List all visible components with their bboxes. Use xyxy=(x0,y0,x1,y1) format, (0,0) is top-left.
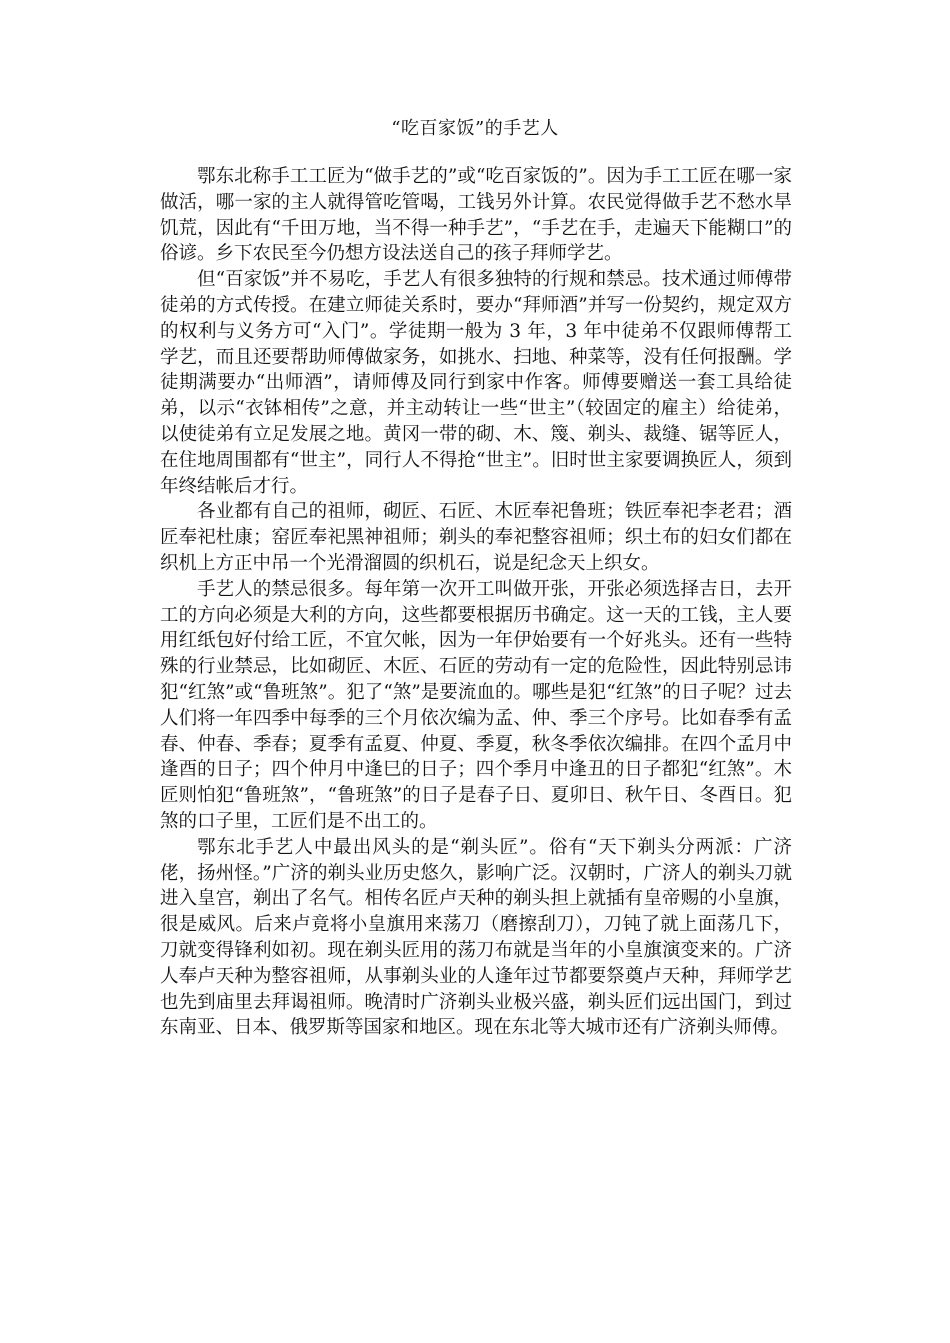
paragraph-5: 鄂东北手艺人中最出风头的是“剃头匠”。俗有“天下剃头分两派：广济佬，扬州怪。”广济的剃头业历史悠久，影响广泛。汉朝时，广济人的剃头刀就进入皇宫，剃出了名气。相传名匠卢天种的剃头担上就插有皇帝赐的小皇旗，很是威风。后来卢竟将小皇旗用来荡刀（磨擦刮刀），刀钝了就上面荡几下，刀就变得锋利如初。现在剃头匠用的荡刀布就是当年的小皇旗演变来的。广济人奉卢天种为整容祖师，从事剃头业的人逢年过节都要祭奠卢天种，拜师学艺也先到庙里去拜谒祖师。晚清时广济剃头业极兴盛，剃头匠们远出国门，到过东南亚、日本、俄罗斯等国家和地区。现在东北等大城市还有广济剃头师傅。 xyxy=(160,836,792,1039)
document-body xyxy=(160,164,792,1041)
paragraph-3: 各业都有自己的祖师，砌匠、石匠、木匠奉祀鲁班；铁匠奉祀李老君；酒匠奉祀杜康；窑匠奉祀黑神祖师；剃头的奉祀整容祖师；织土布的妇女们都在织机上方正中吊一个光滑溜圆的织机石，说是纪念天上织女。 xyxy=(160,501,792,574)
document-title: “吃百家饭”的手艺人 xyxy=(391,118,559,139)
paragraph-1: 鄂东北称手工工匠为“做手艺的”或“吃百家饭的”。因为手工工匠在哪一家做活，哪一家的主人就得管吃管喝，工钱另外计算。农民觉得做手艺不愁水旱饥荒，因此有“千田万地，当不得一种手艺”，“手艺在手，走遍天下能糊口”的俗谚。乡下农民至今仍想方设法送自己的孩子拜师学艺。 xyxy=(160,166,792,265)
paragraph-2: 但“百家饭”并不易吃，手艺人有很多独特的行规和禁忌。技术通过师傅带徒弟的方式传授。在建立师徒关系时，要办“拜师酒”并写一份契约，规定双方的权利与义务方可“入门”。学徒期一般为 3 年，3 年中徒弟不仅跟师傅帮工学艺，而且还要帮助师傅做家务，如挑水、扫地、种菜等，没有任何报酬。学徒期满要办“出师酒”，请师傅及同行到家中作客。师傅要赠送一套工具给徒弟，以示“衣钵相传”之意，并主动转让一些“世主”（较固定的雇主）给徒弟，以使徒弟有立足发展之地。黄冈一带的砌、木、篾、剃头、裁缝、锯等匠人，在住地周围都有“世主”，同行人不得抢“世主”。旧时世主家要调换匠人，须到年终结帐后才行。 xyxy=(160,269,792,497)
paragraph-4: 手艺人的禁忌很多。每年第一次开工叫做开张，开张必须选择吉日，去开工的方向必须是大利的方向，这些都要根据历书确定。这一天的工钱，主人要用红纸包好付给工匠，不宜欠帐，因为一年伊始要有一个好兆头。还有一些特殊的行业禁忌，比如砌匠、木匠、石匠的劳动有一定的危险性，因此特别忌讳犯“红煞”或“鲁班煞”。犯了“煞”是要流血的。哪些是犯“红煞”的日子呢？过去人们将一年四季中每季的三个月依次编为孟、仲、季三个序号。比如春季有孟春、仲春、季春；夏季有孟夏、仲夏、季夏，秋冬季依次编排。在四个孟月中逢酉的日子；四个仲月中逢巳的日子；四个季月中逢丑的日子都犯“红煞”。木匠则怕犯“鲁班煞”，“鲁班煞”的日子是春子日、夏卯日、秋午日、冬酉日。犯煞的口子里，工匠们是不出工的。 xyxy=(160,578,792,832)
